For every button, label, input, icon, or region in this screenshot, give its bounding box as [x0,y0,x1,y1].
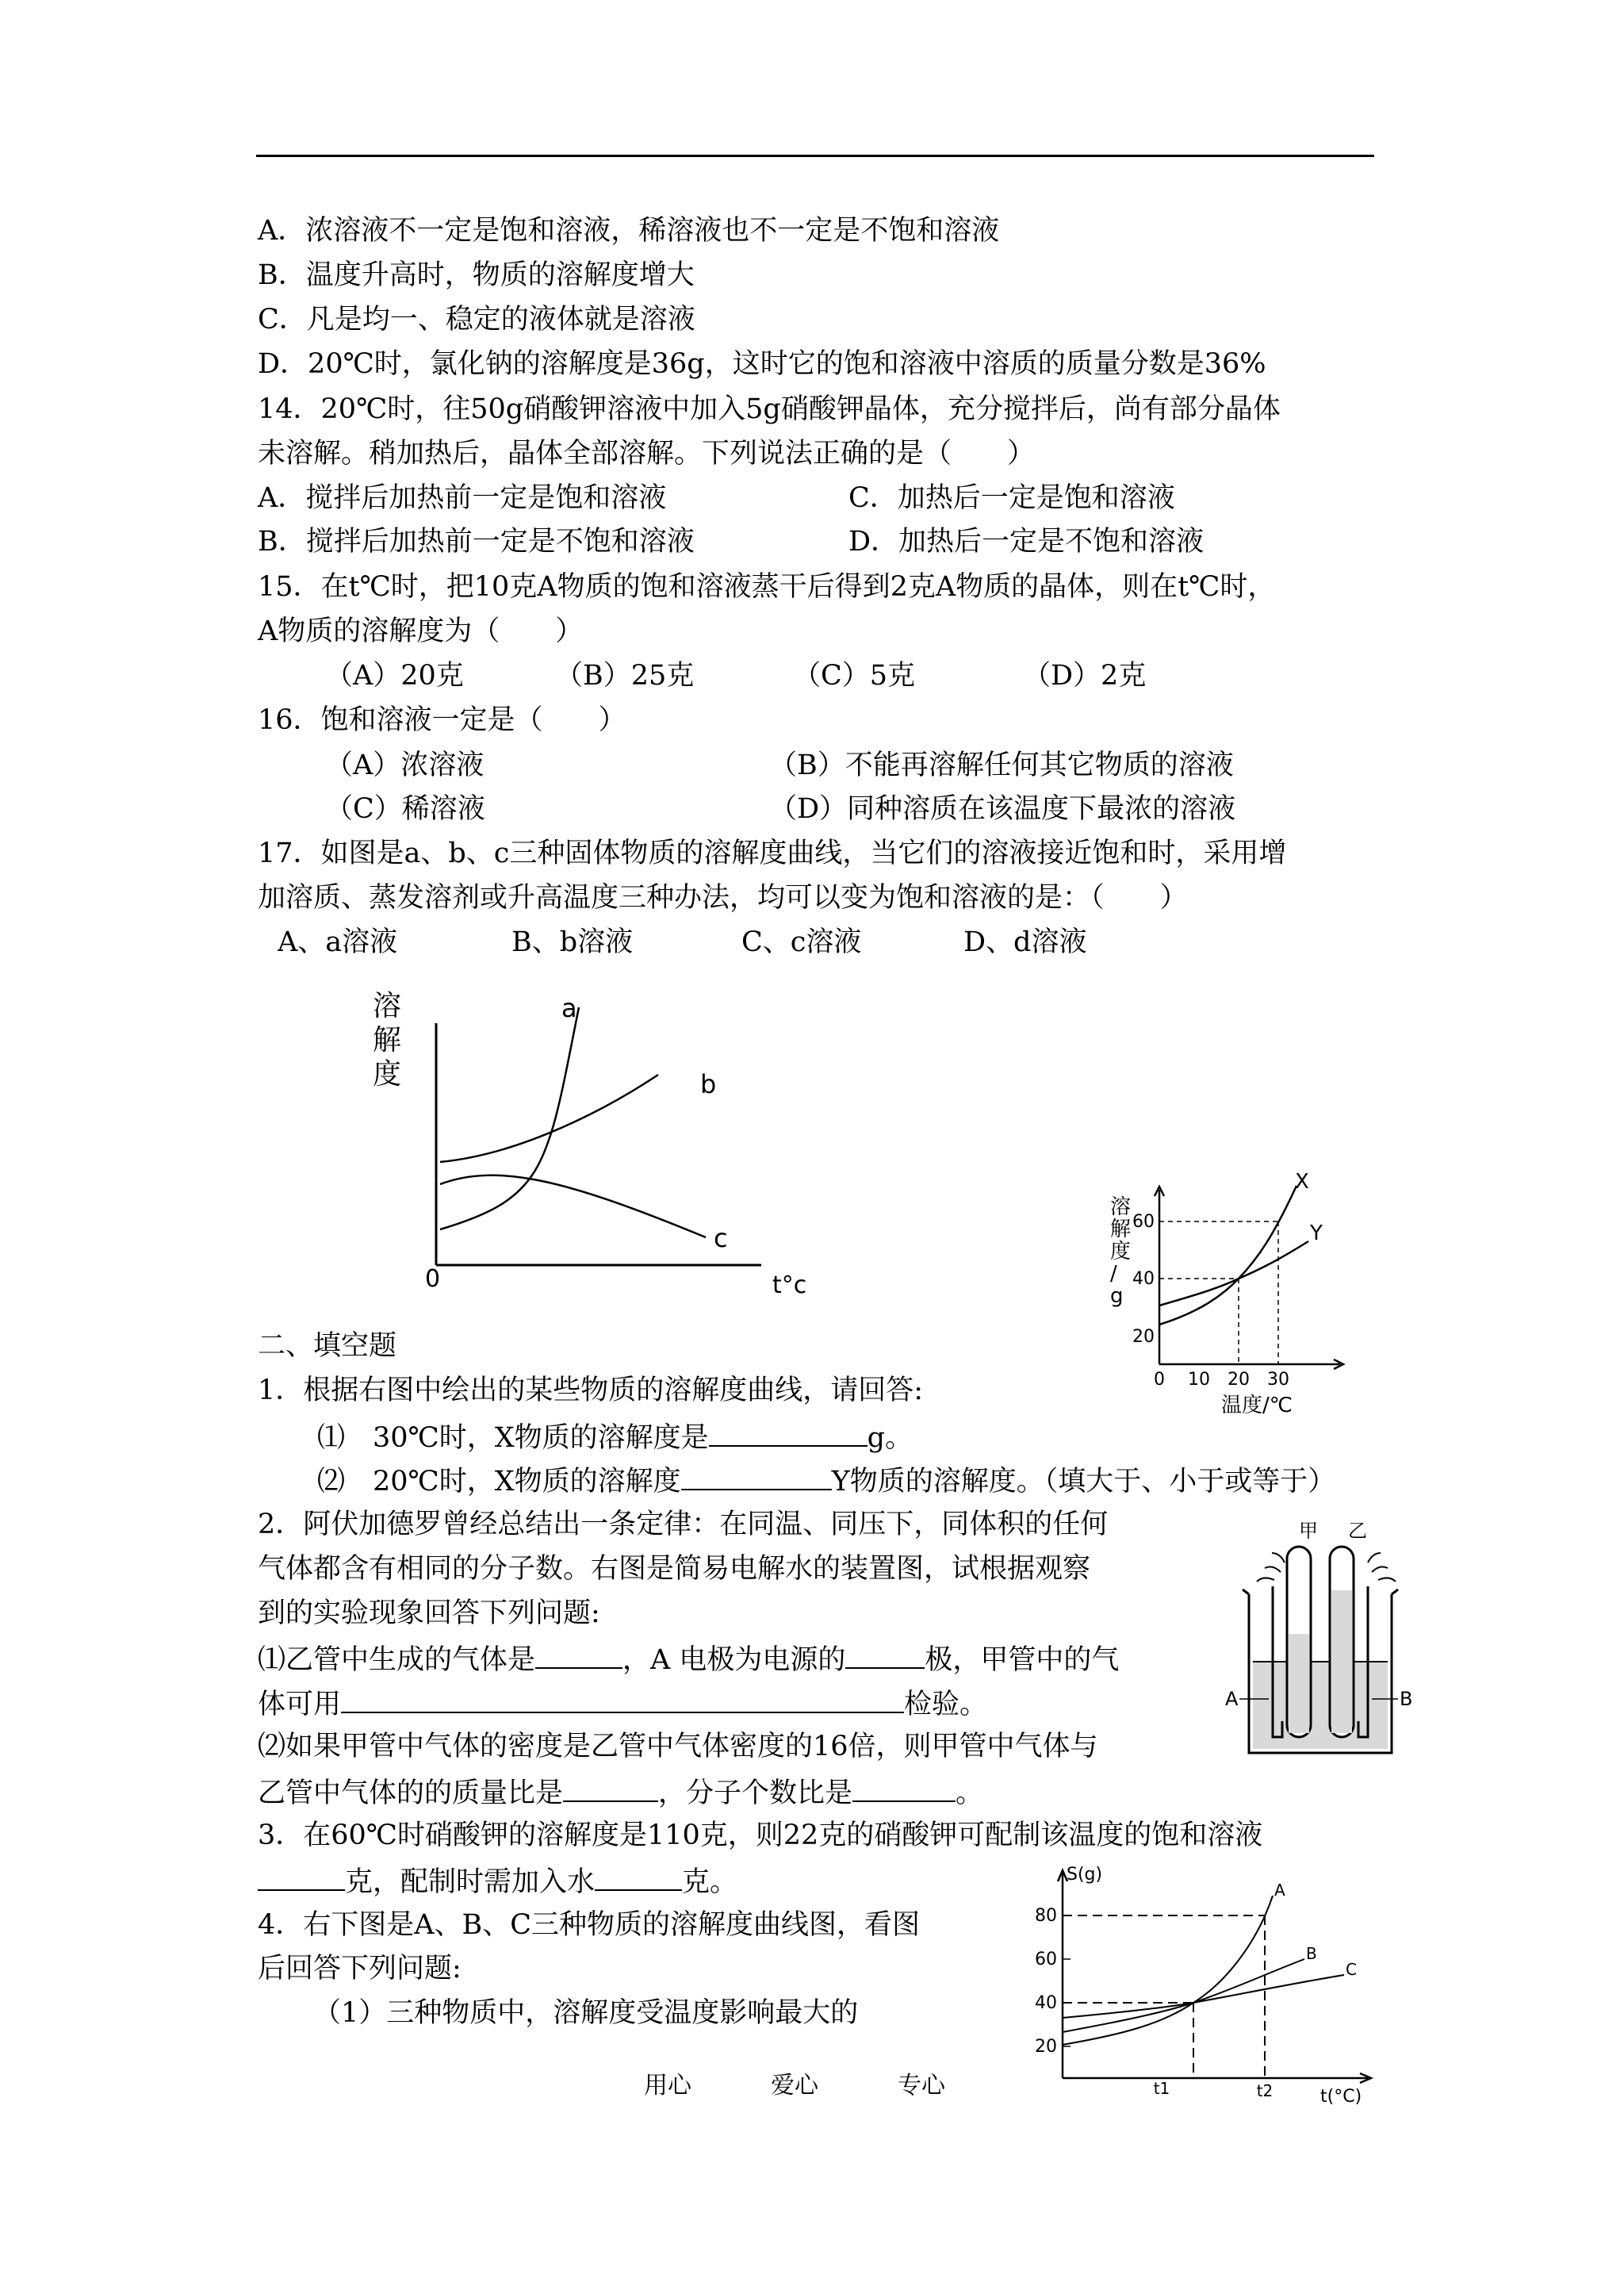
chart-xy-ylabel-5: g [1110,1284,1124,1308]
chart-s-axes [1058,1870,1371,2083]
chart-xy-axes [1155,1187,1343,1369]
fill4-line2: 后回答下列问题: [258,1953,462,1984]
tube-yi-water [1331,1590,1352,1733]
fill2-electrode-blank[interactable] [845,1640,925,1669]
chart-xy-ytick-20: 20 [1132,1327,1155,1347]
fill1-part1-blank[interactable] [709,1418,868,1447]
tube-jia-water [1289,1634,1309,1733]
chart-s-ytick-40: 40 [1035,1993,1057,2013]
q17-option-c: C、c溶液 [741,926,862,958]
fill1-part1 [317,1418,913,1455]
chart-xy-xtick-20: 20 [1228,1370,1250,1390]
chart-s-curve-b [1063,1959,1304,2032]
chart-xy-xtick-10: 10 [1188,1370,1210,1390]
q15-stem-1: 15．在t℃时，把10克A物质的饱和溶液蒸干后得到2克A物质的晶体，则在t℃时， [258,571,1276,603]
chart-s-xlabel: t(°C) [1320,2087,1362,2107]
chart-s-xtick-t1: t1 [1153,2079,1170,2098]
chart-xy-ytick-60: 60 [1132,1212,1155,1232]
fill3-solution-blank[interactable] [258,1862,345,1891]
electrode-label-b: B [1400,1688,1413,1710]
fill3-line2-b: 克。 [682,1866,738,1898]
q15-stem-2: A物质的溶解度为（ ） [258,615,584,647]
fill2-line4-a: ⑴乙管中生成的气体是 [258,1644,536,1676]
chart-xy-solubility [1102,1166,1364,1420]
page-footer [644,2069,945,2103]
tube-label-jia: 甲 [1299,1520,1318,1542]
chart-xy-curve-x [1159,1186,1297,1325]
q15-option-d: （D）2克 [1023,660,1147,692]
q13-option-b: B．温度升高时，物质的溶解度增大 [258,259,695,291]
fill1-part1-prefix: ⑴ 30℃时，X物质的溶解度是 [317,1422,709,1454]
fill1-stem: 1．根据右图中绘出的某些物质的溶解度曲线，请回答: [258,1375,924,1406]
footer-item-2: 爱心 [771,2072,818,2100]
q13-option-a: A．浓溶液不一定是饱和溶液，稀溶液也不一定是不饱和溶液 [258,215,1000,247]
fill2-count-ratio-blank[interactable] [852,1774,956,1802]
chart-abc-solubility [365,984,825,1301]
chart-xy-ylabel-3: 度 [1110,1240,1132,1264]
chart-xy-ylabel-1: 溶 [1110,1195,1132,1219]
chart-xy-xlabel: 温度/℃ [1221,1394,1293,1417]
chart-abc-series-a: a [561,993,577,1023]
fill2-line3: 到的实验现象回答下列问题: [258,1597,600,1629]
chart-s-ytick-20: 20 [1035,2037,1057,2057]
chart-xy-xtick-30: 30 [1267,1370,1289,1390]
fill1-part2-suffix: Y物质的溶解度。（填大于、小于或等于） [831,1466,1336,1497]
chart-abc-series-c: c [714,1223,728,1253]
chart-s-curve-a [1063,1896,1273,2045]
gas-bubbles-left-icon [1257,1553,1285,1582]
q17-option-a: A、a溶液 [278,926,398,958]
chart-abc-xlabel: t°c [772,1271,807,1299]
chart-s-ytick-80: 80 [1035,1906,1057,1926]
q14-option-c: C．加热后一定是饱和溶液 [848,482,1175,514]
fill2-line4 [258,1640,1119,1678]
chart-xy-yticks [1132,1212,1155,1347]
electrolysis-diagram [1225,1515,1415,1777]
fill1-part2 [317,1462,1335,1499]
q15-option-a: （A）20克 [325,660,464,692]
footer-item-1: 用心 [644,2072,691,2100]
fill2-line7 [258,1774,983,1811]
footer-item-3: 专心 [898,2072,945,2100]
q14-stem-1: 14．20℃时，往50g硝酸钾溶液中加入5g硝酸钾晶体，充分搅拌后，尚有部分晶体 [258,393,1281,425]
chart-xy-guides [1159,1221,1278,1364]
chart-xy-ytick-40: 40 [1132,1269,1155,1289]
fill2-gas-blank[interactable] [535,1640,622,1669]
fill2-line2: 气体都含有相同的分子数。右图是简易电解水的装置图，试根据观察 [258,1553,1091,1585]
fill2-line5-b: 检验。 [904,1689,988,1720]
chart-xy-ylabel [1110,1195,1131,1308]
fill4-line1: 4．右下图是A、B、C三种物质的溶解度曲线图，看图 [258,1909,921,1941]
chart-abc-ylabel-2: 解 [373,1024,402,1056]
chart-abc-curve-c [440,1175,706,1237]
chart-xy-ylabel-4: / [1110,1262,1117,1286]
q17-stem-2: 加溶质、蒸发溶剂或升高温度三种办法，均可以变为饱和溶液的是：（ ） [258,882,1188,914]
fill3-line1: 3．在60℃时硝酸钾的溶解度是110克，则22克的硝酸钾可配制该温度的饱和溶液 [258,1820,1263,1851]
q14-option-a: A．搅拌后加热前一定是饱和溶液 [258,482,667,514]
chart-xy-series-x: X [1295,1170,1309,1194]
q15-option-c: （C）5克 [793,660,916,692]
fill2-line1: 2．阿伏加德罗曾经总结出一条定律：在同温、同压下，同体积的任何 [258,1509,1109,1540]
chart-s-series-b: B [1306,1944,1317,1963]
chart-s-xticks [1154,2079,1274,2100]
fill3-line2 [258,1862,737,1900]
q13-option-c: C．凡是均一、稳定的液体就是溶液 [258,304,695,336]
chart-abc-ylabel-1: 溶 [373,990,402,1022]
fill3-water-blank[interactable] [595,1862,682,1891]
chart-abc-origin: 0 [425,1265,441,1293]
q16-option-c: （C）稀溶液 [325,793,485,825]
chart-abc-curve-a [440,1007,579,1229]
chart-s-series-c: C [1346,1960,1357,1979]
q17-option-b: B、b溶液 [511,926,634,958]
q16-option-b: （B）不能再溶解任何其它物质的溶液 [769,750,1234,781]
fill2-line7-c: 。 [956,1777,984,1809]
chart-abc-series-b: b [700,1069,717,1099]
chart-s-series-a: A [1274,1881,1285,1900]
chart-xy-curve-y [1159,1241,1308,1306]
fill2-line7-b: ，分子个数比是 [658,1777,853,1809]
q15-option-b: （B）25克 [555,660,695,692]
section2-title: 二、填空题 [258,1330,397,1362]
q14-option-b: B．搅拌后加热前一定是不饱和溶液 [258,526,695,558]
q17-stem-1: 17．如图是a、b、c三种固体物质的溶解度曲线，当它们的溶液接近饱和时，采用增 [258,838,1287,869]
chart-s-tickmarks [1063,1915,1071,2046]
fill2-mass-ratio-blank[interactable] [563,1774,658,1802]
q16-option-a: （A）浓溶液 [325,750,485,781]
chart-xy-series-y: Y [1310,1221,1323,1245]
fill4-line3: （1）三种物质中，溶解度受温度影响最大的 [313,1997,859,2029]
fill3-line2-a: 克，配制时需加入水 [345,1866,596,1898]
q14-option-d: D．加热后一定是不饱和溶液 [848,526,1205,558]
chart-abc-ylabel-3: 度 [373,1058,402,1091]
q17-option-d: D、d溶液 [963,926,1087,958]
chart-abc-ylabel [373,990,401,1091]
chart-abc-curve-b [440,1075,658,1162]
top-rule [256,155,1374,157]
fill1-part2-blank[interactable] [681,1462,832,1490]
chart-xy-ylabel-2: 解 [1110,1218,1132,1241]
q16-option-d: （D）同种溶质在该温度下最浓的溶液 [769,793,1236,825]
q13-option-d: D．20℃时，氯化钠的溶解度是36g，这时它的饱和溶液中溶质的质量分数是36% [258,348,1266,380]
fill2-line5-a: 体可用 [258,1689,342,1720]
electrode-label-a: A [1225,1688,1239,1710]
fill1-part1-suffix: g。 [867,1422,914,1454]
fill2-line5 [258,1685,987,1722]
fill2-test-blank[interactable] [341,1685,904,1713]
fill2-line7-a: 乙管中气体的的质量比是 [258,1777,564,1809]
chart-s-guides [1063,1915,1265,2078]
chart-abc-s-solubility [1019,1856,1392,2118]
q16-stem: 16．饱和溶液一定是（ ） [258,704,626,736]
fill2-line6: ⑵如果甲管中气体的密度是乙管中气体密度的16倍，则甲管中气体与 [258,1731,1098,1762]
chart-abc-axes [436,1023,761,1265]
chart-s-ytick-60: 60 [1035,1950,1057,1969]
chart-xy-xtick-0: 0 [1154,1370,1165,1390]
fill1-part2-prefix: ⑵ 20℃时，X物质的溶解度 [317,1466,681,1497]
chart-s-ylabel: S(g) [1067,1865,1103,1885]
tube-label-yi: 乙 [1348,1520,1367,1542]
chart-xy-xticks [1154,1370,1289,1390]
q14-stem-2: 未溶解。稍加热后，晶体全部溶解。下列说法正确的是（ ） [258,438,1036,470]
chart-s-yticks [1035,1906,1057,2057]
gas-bubbles-right-icon [1368,1553,1396,1582]
chart-s-xtick-t2: t2 [1256,2081,1274,2100]
fill2-line4-c: 极，甲管中的气 [925,1644,1120,1676]
fill2-line4-b: ，A 电极为电源的 [622,1644,846,1676]
